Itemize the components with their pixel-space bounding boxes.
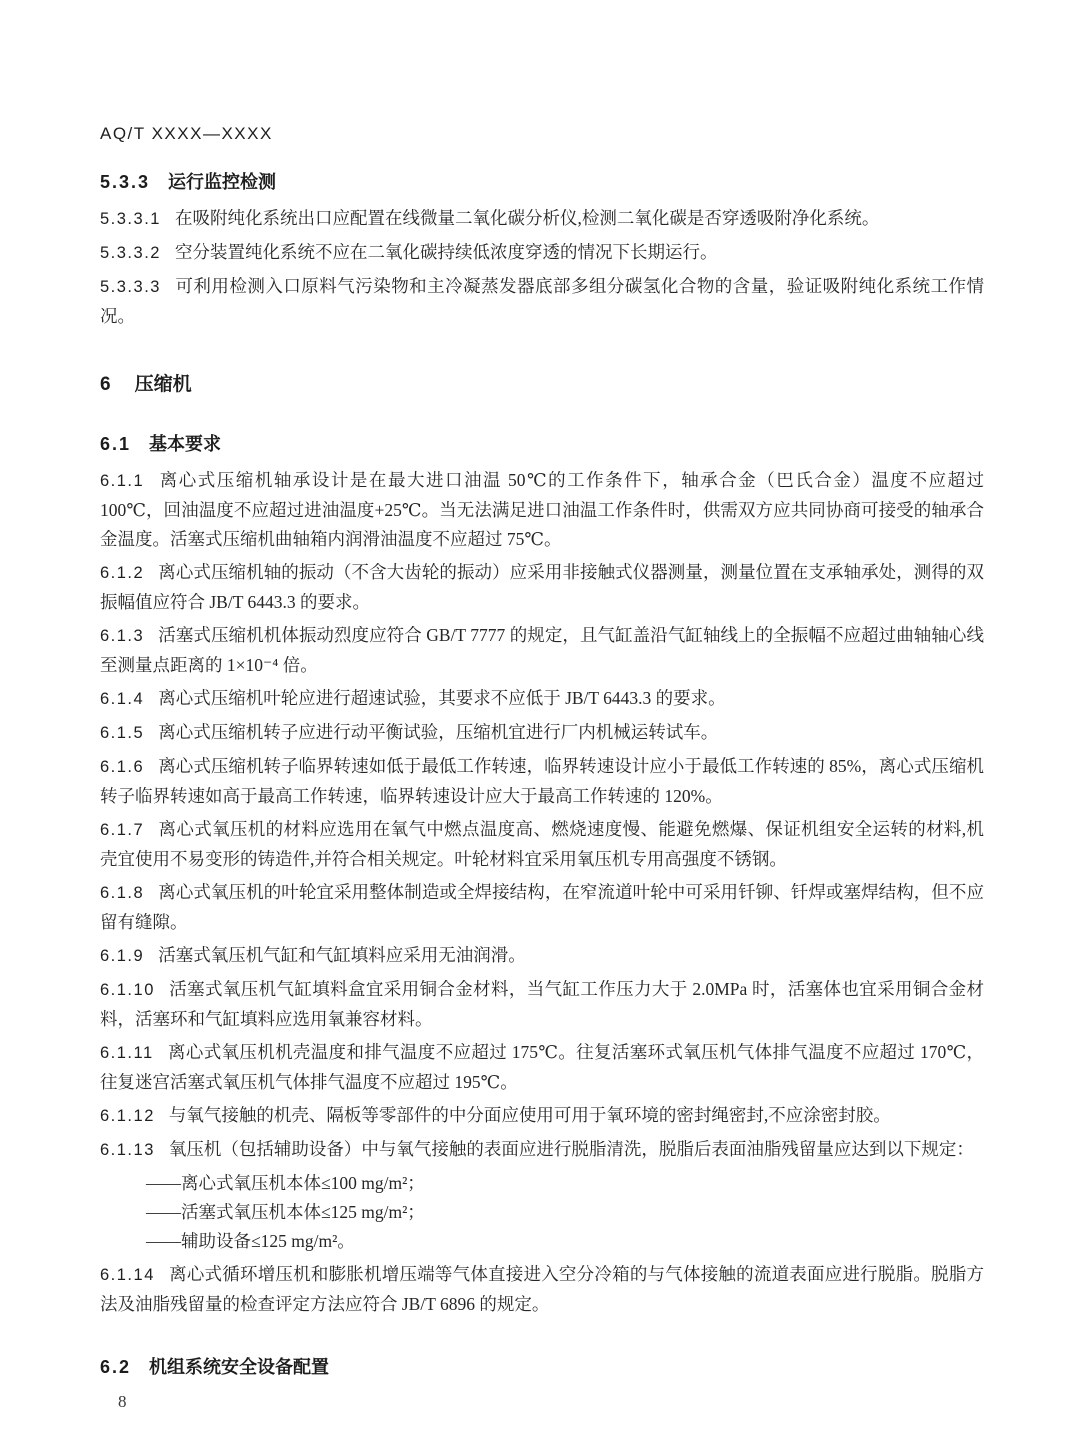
clause-number: 6.1.2 [100, 564, 145, 582]
heading-number: 6.2 [100, 1357, 132, 1377]
clause-number: 6.1.11 [100, 1044, 154, 1062]
heading-title: 机组系统安全设备配置 [149, 1357, 330, 1377]
dash-list-item: ——活塞式氧压机本体≤125 mg/m²； [146, 1202, 425, 1222]
clause-text: 活塞式压缩机机体振动烈度应符合 GB/T 7777 的规定，且气缸盖沿气缸轴线上的全振幅不应超过曲轴轴心线至测量点距离的 1×10⁻⁴ 倍。 [100, 625, 984, 675]
clause-number: 6.1.4 [100, 690, 145, 708]
clause-6.1.14 [100, 1260, 984, 1319]
clause-number: 6.1.7 [100, 821, 145, 839]
document-code-header: AQ/T XXXX—XXXX [100, 124, 273, 143]
dash-list-item: ——辅助设备≤125 mg/m²。 [146, 1231, 355, 1251]
clause-text: 离心式循环增压机和膨胀机增压端等气体直接进入空分冷箱的与气体接触的流道表面应进行脱脂。脱脂方法及油脂残留量的检查评定方法应符合 JB/T 6896 的规定。 [100, 1264, 984, 1314]
clause-6.1.6 [100, 752, 984, 811]
clause-number: 5.3.3.1 [100, 210, 161, 228]
clause-5.3.3.1 [100, 204, 984, 234]
section-heading-5.3.3 [100, 168, 984, 194]
dash-list-item: ——离心式氧压机本体≤100 mg/m²； [146, 1173, 425, 1193]
clause-text: 离心式氧压机的材料应选用在氧气中燃点温度高、燃烧速度慢、能避免燃爆、保证机组安全运转的材料,机壳宜使用不易变形的铸造件,并符合相关规定。叶轮材料宜采用氧压机专用高强度不锈钢。 [100, 819, 984, 869]
clause-number: 6.1.5 [100, 724, 145, 742]
heading-title: 压缩机 [134, 374, 192, 395]
clause-6.1.9 [100, 941, 984, 971]
section-heading-6.1 [100, 430, 984, 456]
clause-text: 离心式压缩机叶轮应进行超速试验，其要求不应低于 JB/T 6443.3 的要求。 [158, 688, 726, 708]
section-heading-6.2 [100, 1353, 984, 1379]
heading-number: 6.1 [100, 434, 132, 454]
clause-6.1.7 [100, 815, 984, 874]
clause-text: 离心式压缩机轴承设计是在最大进口油温 50℃的工作条件下，轴承合金（巴氏合金）温度不应超过 100℃，回油温度不应超过进油温度+25℃。当无法满足进口油温工作条件时，供需双方应共同协商可接受的轴承合金温度。活塞式压缩机曲轴箱内润滑油温度不应超过 75℃。 [100, 470, 984, 549]
clause-number: 5.3.3.2 [100, 244, 161, 262]
clause-text: 离心式压缩机转子临界转速如低于最低工作转速，临界转速设计应小于最低工作转速的 85%，离心式压缩机转子临界转速如高于最高工作转速，临界转速设计应大于最高工作转速的 120%。 [100, 756, 984, 806]
clause-number: 6.1.1 [100, 472, 145, 490]
clause-6.1.3 [100, 621, 984, 680]
clause-number: 6.1.10 [100, 981, 155, 999]
clause-6.1.12 [100, 1101, 984, 1131]
clause-text: 离心式压缩机转子应进行动平衡试验，压缩机宜进行厂内机械运转试车。 [158, 722, 719, 742]
clause-number: 6.1.14 [100, 1266, 155, 1284]
clause-number: 6.1.9 [100, 947, 145, 965]
page-number: 8 [118, 1392, 127, 1411]
clause-6.1.1 [100, 466, 984, 554]
clause-number: 6.1.6 [100, 758, 145, 776]
clause-5.3.3.2 [100, 238, 984, 268]
clause-6.1.11 [100, 1038, 984, 1097]
clause-5.3.3.3 [100, 272, 984, 331]
clause-text: 离心式氧压机的叶轮宜采用整体制造或全焊接结构，在窄流道叶轮中可采用钎铆、钎焊或塞焊结构，但不应留有缝隙。 [100, 882, 984, 932]
clause-number: 6.1.8 [100, 884, 145, 902]
clause-6.1.4 [100, 684, 984, 714]
clause-text: 在吸附纯化系统出口应配置在线微量二氧化碳分析仪,检测二氧化碳是否穿透吸附净化系统。 [174, 208, 880, 228]
heading-title: 运行监控检测 [168, 172, 277, 192]
clause-text: 活塞式氧压机气缸填料盒宜采用铜合金材料，当气缸工作压力大于 2.0MPa 时，活塞体也宜采用铜合金材料，活塞环和气缸填料应选用氧兼容材料。 [100, 979, 984, 1029]
heading-number: 5.3.3 [100, 172, 151, 192]
heading-number: 6 [100, 374, 113, 395]
clause-6.1.8 [100, 878, 984, 937]
clause-text: 活塞式氧压机气缸和气缸填料应采用无油润滑。 [158, 945, 526, 965]
clause-text: 空分装置纯化系统不应在二氧化碳持续低浓度穿透的情况下长期运行。 [174, 242, 718, 262]
document-content [100, 168, 984, 1379]
clause-6.1.13 [100, 1135, 984, 1165]
clause-number: 5.3.3.3 [100, 278, 161, 296]
clause-number: 6.1.12 [100, 1107, 155, 1125]
clause-text: 离心式氧压机机壳温度和排气温度不应超过 175℃。往复活塞环式氧压机气体排气温度不应超过 170℃，往复迷宫活塞式氧压机气体排气温度不应超过 195℃。 [100, 1042, 984, 1092]
clause-6.1.10 [100, 975, 984, 1034]
clause-number: 6.1.3 [100, 627, 145, 645]
clause-6.1.5 [100, 718, 984, 748]
heading-title: 基本要求 [149, 434, 222, 454]
clause-text: 氧压机（包括辅助设备）中与氧气接触的表面应进行脱脂清洗，脱脂后表面油脂残留量应达到以下规定： [168, 1139, 974, 1159]
clause-number: 6.1.13 [100, 1141, 155, 1159]
clause-text: 可利用检测入口原料气污染物和主冷凝蒸发器底部多组分碳氢化合物的含量，验证吸附纯化系统工作情况。 [100, 276, 984, 326]
clause-6.1.2 [100, 558, 984, 617]
section-heading-6 [100, 369, 984, 396]
clause-text: 与氧气接触的机壳、隔板等零部件的中分面应使用可用于氧环境的密封绳密封,不应涂密封胶。 [168, 1105, 891, 1125]
clause-text: 离心式压缩机轴的振动（不含大齿轮的振动）应采用非接触式仪器测量，测量位置在支承轴承处，测得的双振幅值应符合 JB/T 6443.3 的要求。 [100, 562, 984, 612]
